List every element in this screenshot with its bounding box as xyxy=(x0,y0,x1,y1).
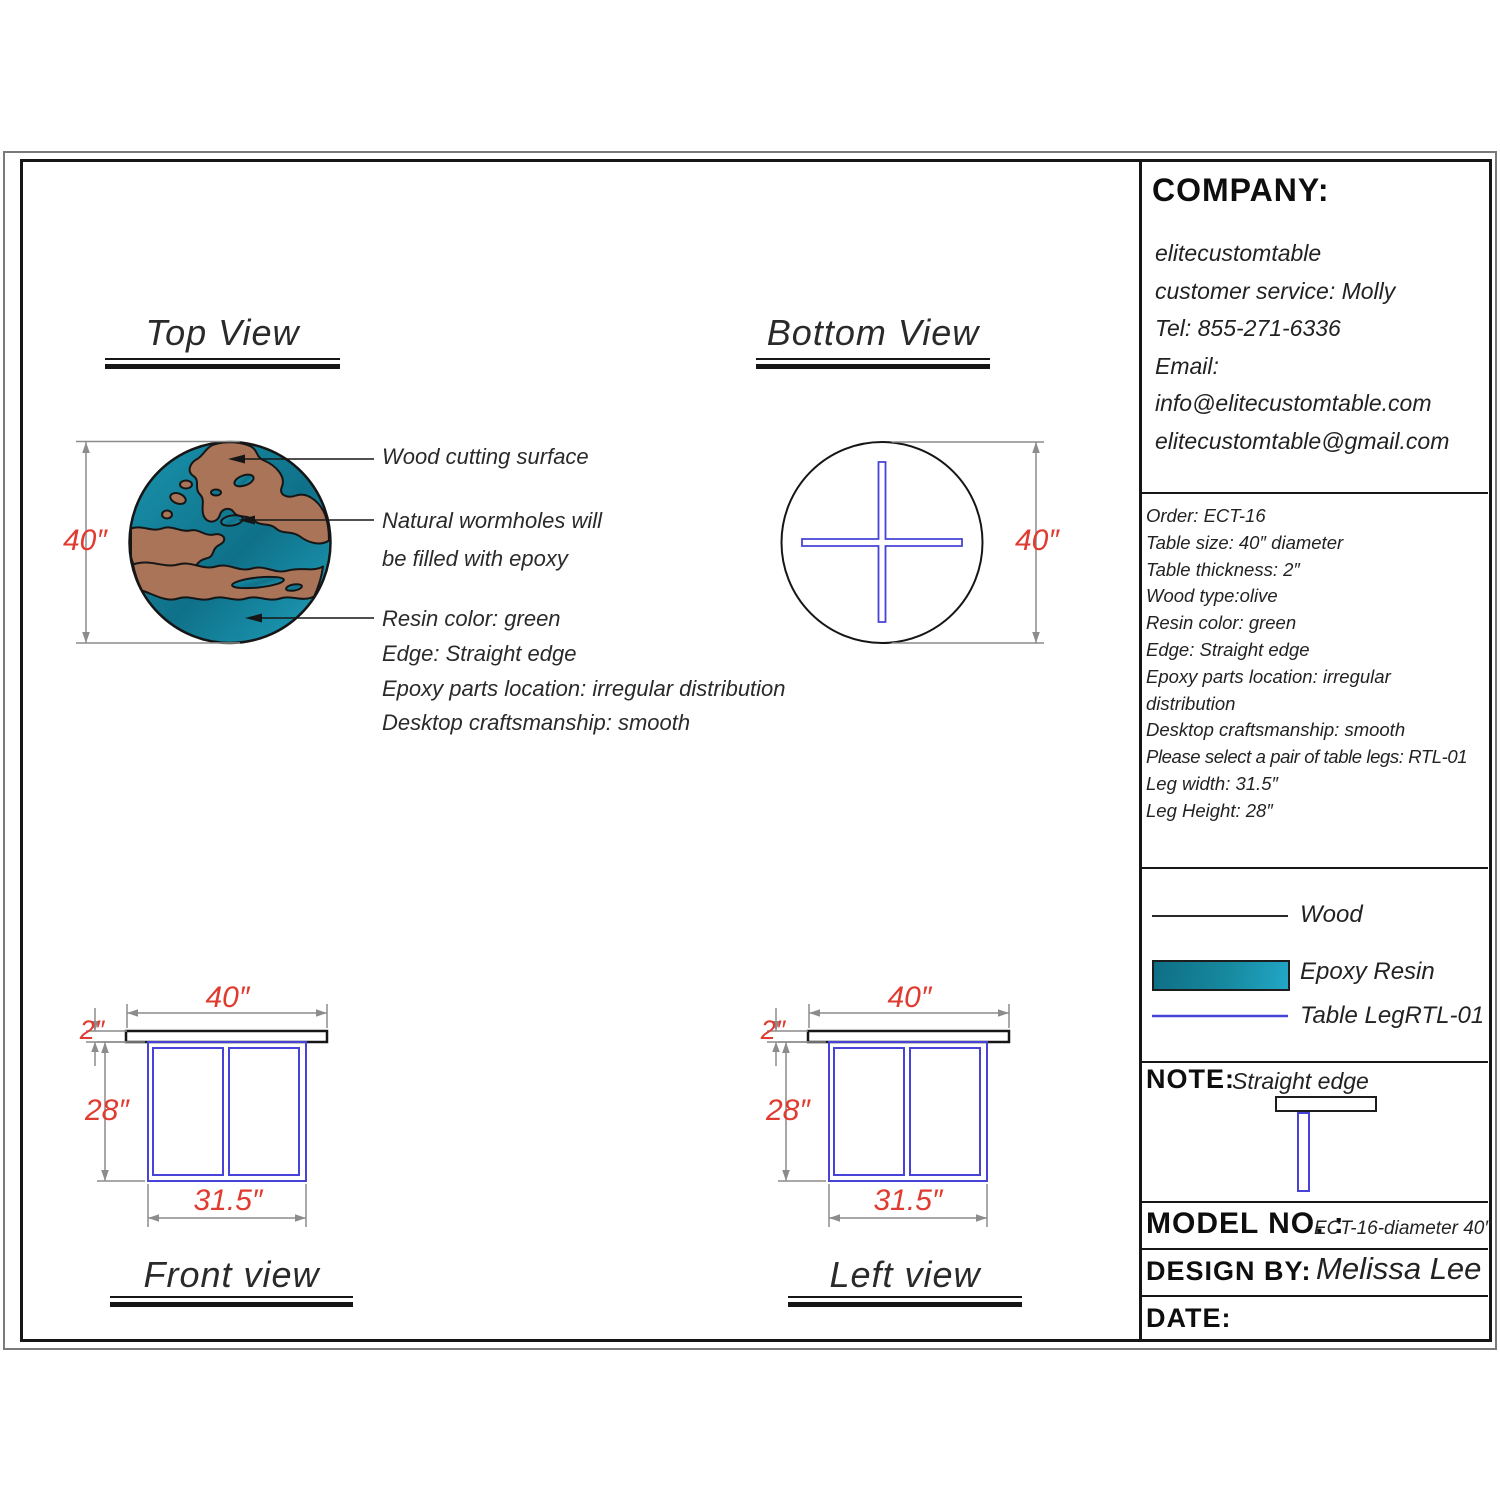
design-by-label: DESIGN BY: xyxy=(1146,1256,1312,1286)
front-view-underline xyxy=(110,1296,353,1298)
note-leg-sketch xyxy=(1297,1112,1310,1192)
dim-label-front-28: 28″ xyxy=(85,1094,129,1127)
order-line: Leg width: 31.5″ xyxy=(1146,773,1279,794)
date-label: DATE: xyxy=(1146,1303,1232,1333)
annotation-epoxy-location: Epoxy parts location: irregular distribution xyxy=(382,676,786,701)
front-view-title: Front view xyxy=(143,1254,320,1295)
annotation-wormholes-line1: Natural wormholes will xyxy=(382,508,603,533)
legend-epoxy-label: Epoxy Resin xyxy=(1300,958,1435,985)
annotation-wood-cutting-surface: Wood cutting surface xyxy=(382,444,589,469)
design-by-value: Melissa Lee xyxy=(1316,1251,1482,1286)
dim-label-left-2: 2″ xyxy=(760,1015,786,1045)
order-line: Epoxy parts location: irregular xyxy=(1146,666,1391,687)
order-line: Desktop craftsmanship: smooth xyxy=(1146,719,1406,740)
dim-label-front-2: 2″ xyxy=(79,1015,105,1045)
company-name: elitecustomtable xyxy=(1155,240,1322,266)
dim-label-left-31-5: 31.5″ xyxy=(873,1184,943,1217)
top-view-underline-thick xyxy=(105,364,340,369)
front-view-drawing xyxy=(126,1031,327,1181)
note-value: Straight edge xyxy=(1232,1068,1369,1094)
model-no-label: MODEL NO. : xyxy=(1146,1207,1345,1240)
order-line: Edge: Straight edge xyxy=(1146,639,1310,660)
dim-label-front-40: 40″ xyxy=(205,981,250,1014)
legend-table-leg-label: Table LegRTL-01 xyxy=(1300,1002,1485,1029)
order-line: distribution xyxy=(1146,693,1236,714)
legend-epoxy-swatch xyxy=(1152,960,1290,991)
annotation-craftsmanship: Desktop craftsmanship: smooth xyxy=(382,710,691,735)
dim-label-left-40: 40″ xyxy=(887,981,932,1014)
order-line: Table size: 40″ diameter xyxy=(1146,532,1344,553)
note-tabletop-sketch xyxy=(1275,1096,1377,1112)
left-view-underline xyxy=(788,1296,1022,1298)
front-view-underline-thick xyxy=(110,1302,353,1307)
top-view-underline xyxy=(105,358,340,360)
annotation-wormholes-line2: be filled with epoxy xyxy=(382,546,568,571)
dim-label-front-31-5: 31.5″ xyxy=(193,1184,263,1217)
order-line: Wood type:olive xyxy=(1146,585,1278,606)
company-customer-service: customer service: Molly xyxy=(1155,278,1396,304)
legend-wood-label: Wood xyxy=(1300,901,1363,928)
top-view-drawing xyxy=(130,442,331,643)
order-line: Order: ECT-16 xyxy=(1146,505,1266,526)
order-line: Please select a pair of table legs: RTL-01 xyxy=(1146,746,1468,767)
bottom-view-title: Bottom View xyxy=(766,312,980,353)
order-line: Resin color: green xyxy=(1146,612,1297,633)
model-no-value: ECT-16-diameter 40″ xyxy=(1314,1218,1492,1239)
left-view-drawing xyxy=(808,1031,1009,1181)
company-tel: Tel: 855-271-6336 xyxy=(1155,315,1341,341)
dim-label-topview-40: 40″ xyxy=(63,524,107,557)
bottom-view-drawing xyxy=(782,442,983,643)
bottom-view-underline-thick xyxy=(756,364,990,369)
order-line: Leg Height: 28″ xyxy=(1146,800,1273,821)
order-line: Table thickness: 2″ xyxy=(1146,559,1300,580)
note-label: NOTE: xyxy=(1146,1064,1235,1094)
left-view-underline-thick xyxy=(788,1302,1022,1307)
left-view-title: Left view xyxy=(829,1254,981,1295)
bottom-view-underline xyxy=(756,358,990,360)
company-email-2: elitecustomtable@gmail.com xyxy=(1155,428,1450,454)
annotation-resin-color: Resin color: green xyxy=(382,606,561,631)
annotation-edge: Edge: Straight edge xyxy=(382,641,577,666)
company-email-label: Email: xyxy=(1155,353,1219,379)
company-label: COMPANY: xyxy=(1152,172,1330,208)
top-view-title: Top View xyxy=(145,312,300,353)
dim-label-left-28: 28″ xyxy=(766,1094,810,1127)
dim-label-bottomview-40: 40″ xyxy=(1015,524,1059,557)
company-email-1: info@elitecustomtable.com xyxy=(1155,390,1432,416)
